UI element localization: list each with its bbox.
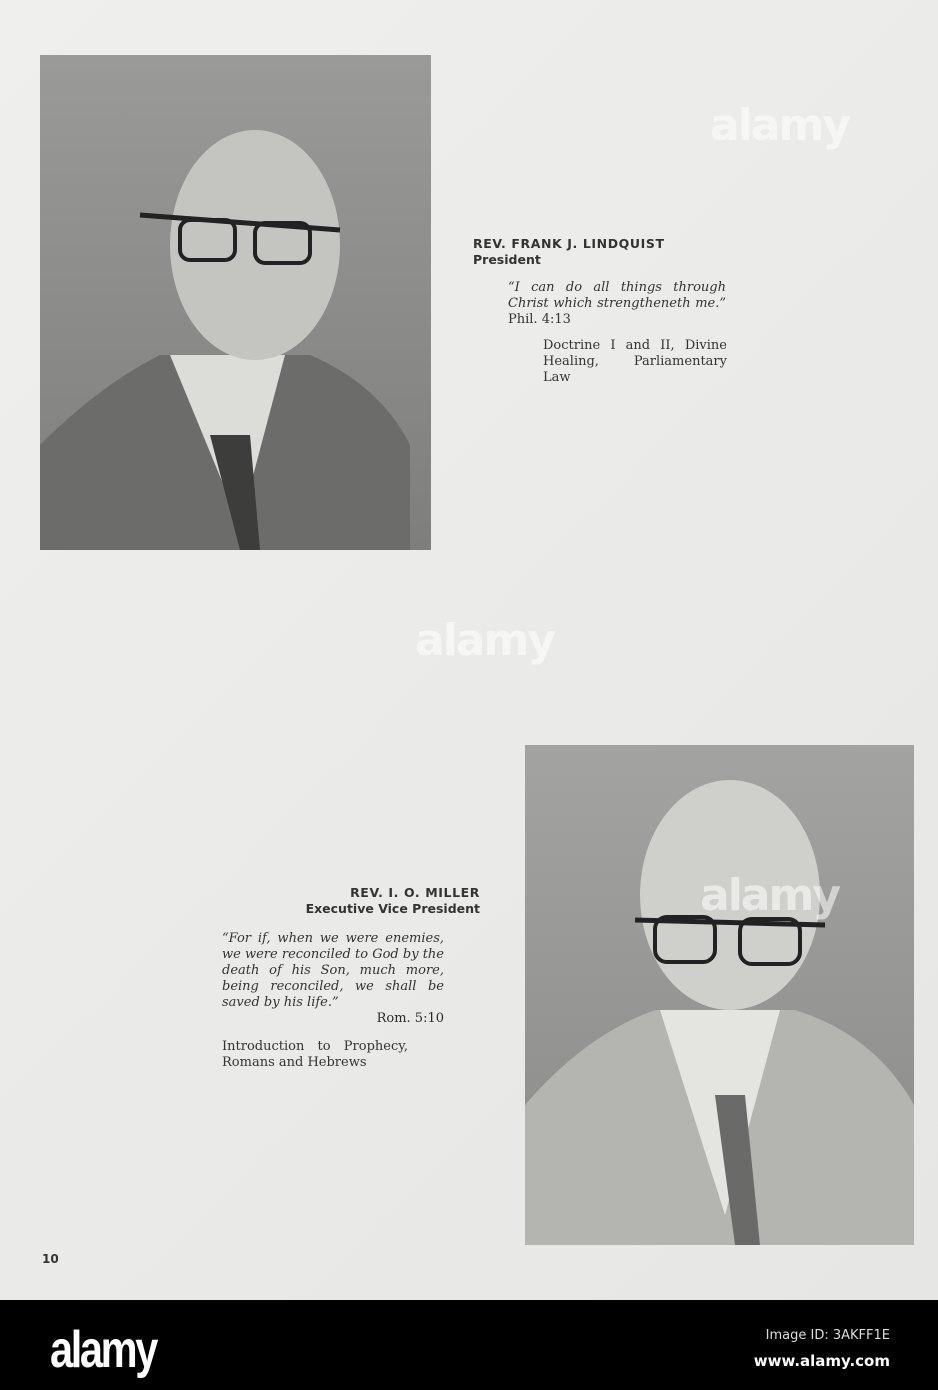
quote-reference: Rom. 5:10: [376, 1011, 444, 1026]
stock-banner: [0, 1300, 938, 1390]
entry-quote: “For if, when we were enemies, we were reconciled to God by the death of his Son, much more, being reconciled, we shall be saved by his life.”: [222, 931, 444, 1010]
entry-title: Executive Vice President: [305, 901, 480, 916]
portrait-photo-miller: [525, 745, 914, 1245]
watermark: alamy: [415, 615, 554, 666]
site-link[interactable]: www.alamy.com: [753, 1352, 890, 1370]
entry-name: REV. FRANK J. LINDQUIST: [473, 236, 665, 251]
alamy-logo: alamy: [50, 1321, 156, 1379]
entry-miller: [222, 885, 480, 1071]
entry-name: REV. I. O. MILLER: [350, 885, 480, 900]
portrait-photo-lindquist: [40, 55, 431, 550]
entry-title: President: [473, 252, 541, 267]
entry-lindquist: [473, 236, 733, 386]
entry-courses: Doctrine I and II, Divine Healing, Parliamentary Law: [543, 338, 727, 385]
entry-quote: [508, 280, 726, 328]
quote-text: “I can do all things through Christ which strengtheneth me.”: [508, 280, 726, 311]
watermark: alamy: [710, 100, 849, 151]
entry-courses: Introduction to Prophecy, Romans and Hebrews: [222, 1039, 408, 1070]
watermark: alamy: [700, 870, 839, 921]
image-id: Image ID: 3AKFF1E: [765, 1328, 890, 1343]
quote-reference: Phil. 4:13: [508, 312, 571, 327]
page-number: 10: [42, 1252, 59, 1266]
